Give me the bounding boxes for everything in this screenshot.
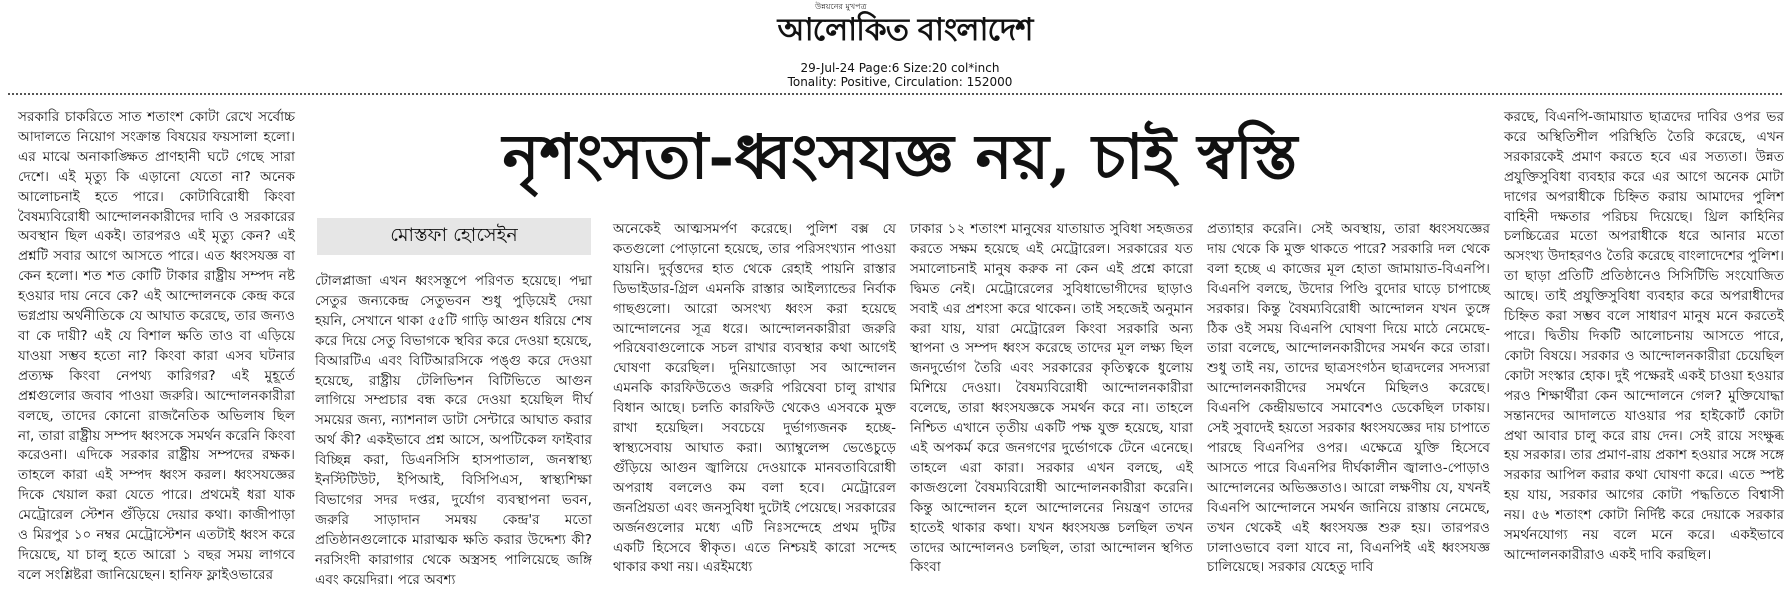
article-headline: নৃশংসতা-ধ্বংসযজ্ঞ নয়, চাই স্বস্তি <box>502 120 1298 193</box>
masthead-divider <box>8 93 1782 95</box>
newspaper-tagline: উন্নয়নের মুখপত্র <box>815 2 867 11</box>
newspaper-logo: আলোকিত বাংলাদেশ <box>777 12 1033 48</box>
author-byline: মোস্তফা হোসেইন <box>390 223 518 246</box>
article-column-4 <box>910 220 1193 576</box>
column-3-text: অনেকেই আত্মসমর্পণ করেছে। পুলিশ বক্স যে কতগুলো পোড়ানো হয়েছে, তার পরিসংখ্যান পাওয়া যায়নি। দুর্বৃত্তদের হাত থেকে রেহাই পায়নি রাস্তার ডিভাইডার-গ্রিল এমনকি রাস্তার আইল্যান্ডের নির্বাক গাছগুলো। আরো অসংখ্য ধ্বংস করা হয়েছে আন্দোলনের সূত্র ধরে। আন্দোলনকারীরা জরুরি পরিষেবাগুলোকে সচল রাখার ব্যবস্থার কথা আগেই ঘোষণা করেছিল। দুনিয়াজোড়া সব আন্দোলন এমনকি কারফিউতেও জরুরি পরিষেবা চালু রাখার বিধান আছে। চলতি কারফিউ থেকেও এসবকে মুক্ত রাখা হয়েছিল। সবচেয়ে দুর্ভাগ্যজনক হচ্ছে- স্বাস্থ্যসেবায় আঘাত করা। অ্যাম্বুলেন্স ভেঙেচুড়ে গুঁড়িয়ে আগুন জ্বালিয়ে দেওয়াকে মানবতাবিরোধী অপরাধ বললেও কম বলা হবে। মেট্রোরেল জনপ্রিয়তা এবং জনসুবিধা দুটোই পেয়েছে। সরকারের অর্জনগুলোর মধ্যে এটি নিঃসন্দেহে প্রথম দুটির একটি হিসেবে স্বীকৃত। এতে নিশ্চয়ই কারো সন্দেহ থাকার কথা নয়। এরইমধ্যে <box>613 221 896 576</box>
column-2-text: টোলপ্লাজা এখন ধ্বংসস্তূপে পরিণত হয়েছে। পদ্মা সেতুর জন্যকেন্দ্র সেতুভবন শুধু পুড়িয়েই দেয়া হয়নি, সেখানে থাকা ৫৫টি গাড়ি আগুন ধরিয়ে শেষ করে দিয়ে সেতু বিভাগকে স্থবির করে দেওয়া হয়েছে, বিআরটিএ এবং বিটিআরসিকে পঙ্গু করে দেওয়া হয়েছে, রাষ্ট্রীয় টেলিভিশন বিটিভিতে আগুন লাগিয়ে সম্প্রচার বন্ধ করে দেওয়া হয়েছিল দীর্ঘ সময়ের জন্য, ন্যাশনাল ডাটা সেন্টারে আঘাত করার অর্থ কী? একইভাবে প্রশ্ন আসে, অপটিকেল ফাইবার বিচ্ছিন্ন করা, ডিএনসিসি হাসপাতাল, জনস্বাস্থ্য ইনস্টিটিউট, ইপিআই, বিসিপিএস, স্বাস্থ্যশিক্ষা বিভাগের সদর দপ্তর, দুর্যোগ ব্যবস্থাপনা ভবন, জরুরি সাড়াদান সমন্বয় কেন্দ্র'র মতো প্রতিষ্ঠানগুলোকে মারাত্মক ক্ষতি করার উদ্দেশ্য কী? নরসিংদী কারাগার থেকে অস্ত্রসহ পালিয়েছে জঙ্গি এবং কয়েদিরা। পরে অবশ্য <box>315 273 592 588</box>
byline-box <box>317 218 591 255</box>
article-column-5 <box>1207 220 1490 576</box>
article-column-3 <box>613 220 896 576</box>
masthead <box>0 0 1790 92</box>
column-1-text: সরকারি চাকরিতে সাত শতাংশ কোটা রেখে সর্বোচ্চ আদালতে নিয়োগ সংক্রান্ত বিষয়ের ফয়সালা হলো। এর মাঝে অনাকাঙ্ক্ষিত প্রাণহানী ঘটে গেছে সারা দেশে। এই মৃত্যু কি এড়ানো যেতো না? অনেক আলোচনাই হতে পারে। কোটাবিরোধী কিংবা বৈষম্যবিরোধী আন্দোলনকারীদের দাবি ও সরকারের অবস্থান ছিল একই। তারপরও এই মৃত্যু কেন? এই প্রশ্নটি সবার আগে আসতে পারে। এত ধ্বংসযজ্ঞ বা কেন হলো। শত শত কোটি টাকার রাষ্ট্রীয় সম্পদ নষ্ট হওয়ার দায় নেবে কে? এই আন্দোলনকে কেন্দ্র করে ভগ্নপ্রায় অর্থনীতিকে যে আঘাত করেছে, তার জন্যও বা কে দায়ী? এই যে বিশাল ক্ষতি তাও বা এড়িয়ে যাওয়া সম্ভব হতো না? কিংবা কারা এসব ঘটনার প্রত্যক্ষ কিংবা নেপথ্য কারিগর? এই মুহূর্তে প্রশ্নগুলোর জবাব পাওয়া জরুরি। আন্দোলনকারীরা বলছে, তাদের কোনো রাজনৈতিক অভিলাষ ছিল না, তারা রাষ্ট্রীয় সম্পদ ধ্বংসকে সমর্থন করেনি কিংবা করেওনা। এদিকে সরকার রাষ্ট্রীয় সম্পদের রক্ষক। তাহলে কারা এই সম্পদ ধ্বংস করল। ধ্বংসযজ্ঞের দিকে খেয়াল করা যেতে পারে। প্রথমেই ধরা যাক মেট্রোরেল স্টেশন গুঁড়িয়ে দেয়ার কথা। কাজীপাড়া ও মিরপুর ১০ নম্বর মেট্রোস্টেশন এতটাই ধ্বংস করে দিয়েছে, যা চালু হতে আরো ১ বছর সময় লাগবে বলে সংশ্লিষ্টরা জানিয়েছেন। হানিফ ফ্লাইওভারের <box>18 109 296 583</box>
column-5-text: প্রত্যাহার করেনি। সেই অবস্থায়, তারা ধ্বংসযজ্ঞের দায় থেকে কি মুক্ত থাকতে পারে? সরকারি দল থেকে বলা হচ্ছে এ কাজের মূল হোতা জামায়াত-বিএনপি। বিএনপি বলছে, উদোর পিণ্ডি বুদোর ঘাড়ে চাপাচ্ছে সরকার। কিন্তু বৈষম্যবিরোধী আন্দোলন যখন তুঙ্গে ঠিক ওই সময় বিএনপি ঘোষণা দিয়ে মাঠে নেমেছে- তারা বলেছে, আন্দোলনকারীদের সমর্থন করে তারা। শুধু তাই নয়, তাদের ছাত্রসংগঠন ছাত্রদলের সদস্যরা আন্দোলনকারীদের সমর্থনে মিছিলও করেছে। বিএনপি কেন্দ্রীয়ভাবে সমাবেশও ডেকেছিল ঢাকায়। সেই সুবাদেই হয়তো সরকার ধ্বংসযজ্ঞের দায় চাপাতে পারছে বিএনপির ওপর। এক্ষেত্রে যুক্তি হিসেবে আসতে পারে বিএনপির দীর্ঘকালীন জ্বালাও-পোড়াও আন্দোলনের অভিজ্ঞতাও। আরো লক্ষণীয় যে, যখনই বিএনপি আন্দোলনে সমর্থন জানিয়ে রাস্তায় নেমেছে, তখন থেকেই এই ধ্বংসযজ্ঞ শুরু হয়। তারপরও ঢালাওভাবে বলা যাবে না, বিএনপিই এই ধ্বংসযজ্ঞ চালিয়েছে। সরকার যেহেতু দাবি <box>1207 221 1490 576</box>
article-column-6 <box>1504 108 1784 563</box>
clip-info: 29-Jul-24 Page:6 Size:20 col*inch <box>800 61 1000 75</box>
column-6-text: করছে, বিএনপি-জামায়াত ছাত্রদের দাবির ওপর ভর করে অস্থিতিশীল পরিস্থিতি তৈরি করেছে, এখন সরকারকেই প্রমাণ করতে হবে এর সত্যতা। উন্নত প্রযুক্তিসুবিধা ব্যবহার করে এর আগে অনেক মোটা দাগের অপরাধীকে চিহ্নিত করায় আমাদের পুলিশ বাহিনী দক্ষতার পরিচয় দিয়েছে। থ্রিল কাহিনির চলচ্চিত্রের মতো অপরাধীকে ধরে আনার মতো অসংখ্য উদাহরণও তৈরি করেছে বাংলাদেশের পুলিশ। তা ছাড়া প্রতিটি প্রতিষ্ঠানেও সিসিটিভি সংযোজিত আছে। তাই প্রযুক্তিসুবিধা ব্যবহার করে অপরাধীদের চিহ্নিত করা সম্ভব বলে সাধারণ মানুষ মনে করতেই পারে। দ্বিতীয় দিকটি আলোচনায় আসতে পারে, কোটা বিষয়ে। সরকার ও আন্দোলনকারীরা চেয়েছিল কোটা সংস্কার হোক। দুই পক্ষেরই একই চাওয়া হওয়ার পরও শিক্ষার্থীরা কেন আন্দোলনে গেল? মুক্তিযোদ্ধা সন্তানদের আদালতে যাওয়ার পর হাইকোর্ট কোটা প্রথা আবার চালু করে রায় দেন। সেই রায়ে সংক্ষুব্ধ হয় সরকার। তার প্রমাণ-রায় প্রকাশ হওয়ার সঙ্গে সঙ্গে সরকার আপিল করার কথা ঘোষণা করে। এতে স্পষ্ট হয় যায়, সরকার আগের কোটা পদ্ধতিতে বিশ্বাসী নয়। ৫৬ শতাংশ কোটা নির্দিষ্ট করে দেয়াকে সরকার সমর্থনযোগ্য নয় বলে মনে করে। একইভাবে আন্দোলনকারীরাও একই দাবি করছিল। <box>1504 109 1784 563</box>
article-column-1 <box>18 108 296 583</box>
column-4-text: ঢাকার ১২ শতাংশ মানুষের যাতায়াত সুবিধা সহজতর করতে সক্ষম হয়েছে এই মেট্রোরেল। সরকারের যত সমালোচনাই মানুষ করুক না কেন এই প্রশ্নে কারো দ্বিমত নেই। মেট্রোরেলের সুবিধাভোগীদের ছাড়াও সবাই এর প্রশংসা করে থাকেন। তাই সহজেই অনুমান করা যায়, যারা মেট্রোরেল কিংবা সরকারি অন্য স্থাপনা ও সম্পদ ধ্বংস করেছে তাদের মূল লক্ষ্য ছিল জনদুর্ভোগ তৈরি এবং সরকারের কৃতিত্বকে ধুলোয় মিশিয়ে দেওয়া। বৈষম্যবিরোধী আন্দোলনকারীরা বলেছে, তারা ধ্বংসযজ্ঞকে সমর্থন করে না। তাহলে নিশ্চিত এখানে তৃতীয় একটি পক্ষ যুক্ত হয়েছে, যারা এই অপকর্ম করে জনগণের দুর্ভোগকে টেনে এনেছে। তাহলে এরা কারা। সরকার এখন বলছে, এই কাজগুলো বৈষম্যবিরোধী আন্দোলনকারীরা করেনি। কিন্তু আন্দোলন হলে আন্দোলনের নিয়ন্ত্রণ তাদের হাতেই থাকার কথা। যখন ধ্বংসযজ্ঞ চলছিল তখন তাদের আন্দোলনও চলছিল, তারা আন্দোলন স্থগিত কিংবা <box>910 221 1193 576</box>
article-column-2 <box>315 272 592 588</box>
tonality-circulation: Tonality: Positive, Circulation: 152000 <box>787 75 1013 89</box>
